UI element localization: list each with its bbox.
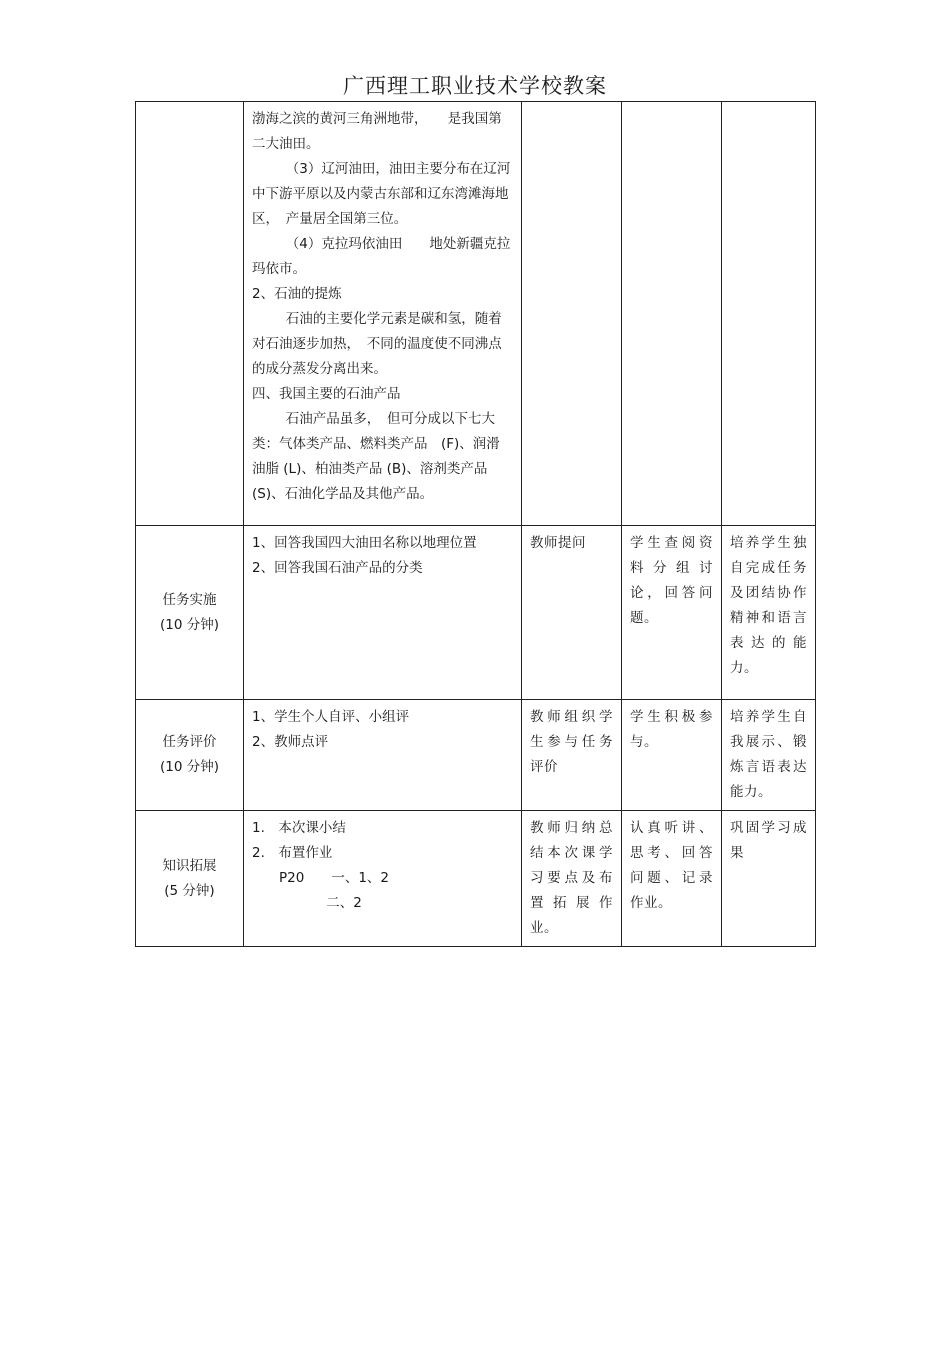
stage-cell [136,700,244,811]
stage-cell-empty [136,102,244,526]
content-line: 1. 本次课小结 [252,820,346,836]
teacher-cell-empty [522,102,622,526]
student-cell-empty [622,102,722,526]
document-title: 广西理工职业技术学校教案 [343,74,607,98]
stage-name: 任务实施 [162,591,217,608]
content-cell [244,700,522,811]
table-row-knowledge-extension [136,811,816,947]
stage-name: 知识拓展 [162,857,217,874]
content-cell [244,102,522,526]
content-line: 渤海之滨的黄河三角洲地带， 是我国第二大油田。 [252,111,502,152]
stage-duration: (5 分钟) [164,882,215,899]
content-line: 2. 布置作业 [252,845,333,861]
content-line: （3）辽河油田，油田主要分布在辽河中下游平原以及内蒙古东部和辽东湾滩海地区， 产量居全国第三位。 [252,161,511,227]
teacher-activity-cell: 教师组织学生参与任务评价 [522,700,622,811]
content-line: 1、回答我国四大油田名称以地理位置 [252,535,477,551]
content-line: 2、教师点评 [252,734,329,750]
content-cell [244,526,522,700]
table-row-task-evaluation [136,700,816,811]
content-line: P20 一、1、2 [279,870,389,886]
content-line: 二、2 [326,895,362,911]
student-activity-cell: 学生积极参与。 [622,700,722,811]
goal-cell-empty [722,102,816,526]
stage-name: 任务评价 [162,734,217,750]
content-line: （4）克拉玛依油田 地处新疆克拉玛依市。 [252,236,511,277]
goal-cell: 培养学生自我展示、锻炼言语表达能力。 [722,700,816,811]
student-activity-cell: 认真听讲、思考、回答问题、记录作业。 [622,811,722,947]
content-line: 1、学生个人自评、小组评 [252,709,410,725]
content-cell [244,811,522,947]
stage-cell [136,526,244,700]
content-line: 四、我国主要的石油产品 [252,386,401,402]
student-activity-cell: 学生查阅资料分组讨论，回答问题。 [622,526,722,700]
content-line: 2、回答我国石油产品的分类 [252,560,423,576]
stage-cell [136,811,244,947]
content-line: 石油产品虽多， 但可分成以下七大类：气体类产品、燃料类产品 (F)、润滑油脂 (L)、柏油类产品 (B)、溶剂类产品 (S)、石油化学品及其他产品。 [252,411,500,502]
content-line: 石油的主要化学元素是碳和氢，随着对石油逐步加热， 不同的温度使不同沸点的成分蒸发分离出来。 [252,311,502,377]
table-row-task-implementation [136,526,816,700]
table-row-continuation [136,102,816,526]
goal-cell: 培养学生独自完成任务及团结协作精神和语言表达的能力。 [722,526,816,700]
content-line: 2、石油的提炼 [252,286,342,302]
lesson-plan-table [135,101,816,947]
stage-duration: (10 分钟) [159,616,219,633]
teacher-activity-cell: 教师提问 [522,526,622,700]
goal-cell: 巩固学习成果 [722,811,816,947]
stage-duration: (10 分钟) [159,759,219,775]
teacher-activity-cell: 教师归纳总结本次课学习要点及布置拓展作业。 [522,811,622,947]
